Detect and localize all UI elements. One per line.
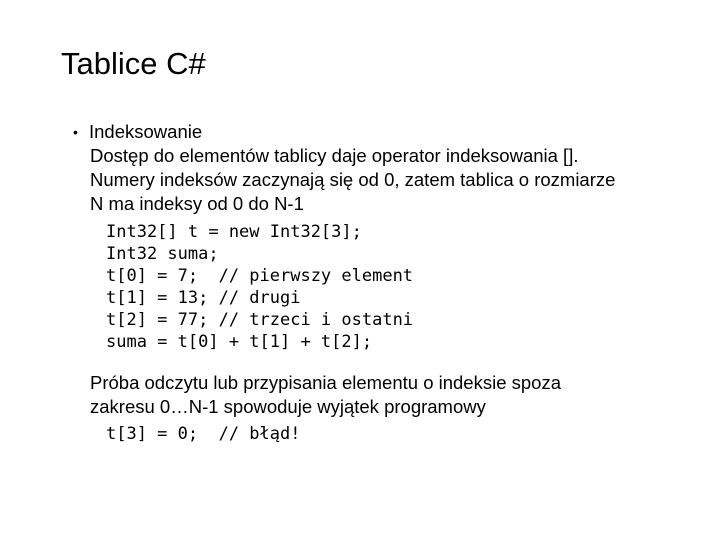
code-block-2 — [73, 423, 693, 445]
code-line: t[3] = 0; // błąd! — [106, 424, 301, 444]
slide-title: Tablice C# — [61, 46, 206, 81]
code-line: suma = t[0] + t[1] + t[2]; — [106, 332, 373, 352]
code-line: Int32 suma; — [106, 244, 219, 264]
paragraph-2-line: zakresu 0…N-1 spowoduje wyjątek programowy — [90, 396, 486, 417]
bullet-heading-line — [73, 120, 693, 144]
code-line: t[1] = 13; // drugi — [106, 288, 301, 308]
bullet-heading: Indeksowanie — [89, 121, 203, 142]
paragraph-1-line: Numery indeksów zaczynają się od 0, zatem tablica o rozmiarze — [90, 169, 616, 190]
paragraph-1 — [73, 144, 693, 216]
code-line: t[2] = 77; // trzeci i ostatni — [106, 310, 414, 330]
bullet-block — [73, 120, 693, 445]
paragraph-2 — [73, 371, 693, 419]
paragraph-1-line: N ma indeksy od 0 do N-1 — [90, 193, 304, 214]
code-block-1 — [73, 221, 693, 353]
paragraph-1-line: Dostęp do elementów tablicy daje operator indeksowania []. — [90, 145, 579, 166]
code-line: t[0] = 7; // pierwszy element — [106, 266, 414, 286]
paragraph-2-line: Próba odczytu lub przypisania elementu o indeksie spoza — [90, 372, 562, 393]
code-line: Int32[] t = new Int32[3]; — [106, 222, 362, 242]
bullet-icon: • — [73, 124, 78, 140]
